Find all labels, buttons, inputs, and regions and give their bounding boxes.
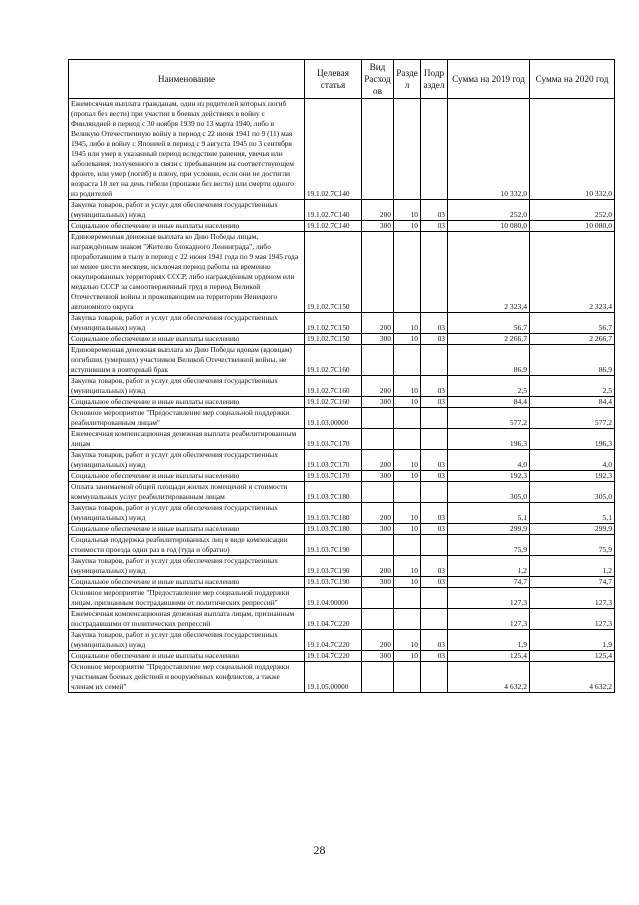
cell-sum-2020: 1,9 [530,630,615,651]
cell-target: 19.1.05.00000 [305,662,362,693]
cell-sum-2020: 4,0 [530,450,615,471]
cell-kind: 300 [362,577,394,588]
cell-name: Социальная поддержка реабилитированных лиц в виде компенсации стоимости проезда один раз в год (туда и обратно) [69,535,305,556]
cell-kind: 300 [362,334,394,345]
cell-kind [362,662,394,693]
cell-kind: 200 [362,503,394,524]
cell-section: 10 [394,524,421,535]
cell-subsection [421,345,448,376]
cell-kind [362,482,394,503]
cell-section: 10 [394,397,421,408]
cell-sum-2019: 192,3 [448,471,530,482]
cell-subsection: 03 [421,577,448,588]
cell-section [394,588,421,609]
cell-kind [362,232,394,313]
cell-target: 19.1.02.7С140 [305,221,362,232]
cell-section [394,99,421,200]
cell-sum-2019: 56,7 [448,313,530,334]
cell-subsection: 03 [421,397,448,408]
header-kind: Вид Расход ов [362,60,394,99]
cell-kind [362,345,394,376]
table-row [69,471,615,482]
cell-name: Основное мероприятие "Предоставление мер социальной поддержки реабилитированным лицам" [69,408,305,429]
cell-section: 10 [394,556,421,577]
cell-target: 19.1.03.7С170 [305,471,362,482]
cell-subsection: 03 [421,651,448,662]
cell-target: 19.1.03.7С190 [305,556,362,577]
cell-section: 10 [394,313,421,334]
cell-sum-2019: 86,9 [448,345,530,376]
cell-target: 19.1.02.7С160 [305,397,362,408]
cell-section [394,482,421,503]
cell-subsection [421,482,448,503]
cell-kind [362,408,394,429]
cell-subsection [421,609,448,630]
cell-sum-2020: 74,7 [530,577,615,588]
cell-kind: 300 [362,524,394,535]
cell-sum-2019: 2 266,7 [448,334,530,345]
table-row [69,524,615,535]
cell-target: 19.1.02.7С160 [305,376,362,397]
table-row [69,630,615,651]
cell-section: 10 [394,651,421,662]
table-row [69,221,615,232]
cell-target: 19.1.03.7С180 [305,482,362,503]
cell-sum-2020: 2,5 [530,376,615,397]
cell-sum-2019: 127,3 [448,588,530,609]
table-header [69,60,615,99]
cell-section: 10 [394,503,421,524]
table-row [69,651,615,662]
cell-name: Закупка товаров, работ и услуг для обеспечения государственных (муниципальных) нужд [69,200,305,221]
cell-name: Закупка товаров, работ и услуг для обеспечения государственных (муниципальных) нужд [69,630,305,651]
cell-kind [362,429,394,450]
table-row [69,450,615,471]
cell-subsection: 03 [421,630,448,651]
header-target: Целевая статья [305,60,362,99]
cell-target: 19.1.04.00000 [305,588,362,609]
cell-kind [362,535,394,556]
cell-section: 10 [394,471,421,482]
cell-name: Социальное обеспечение и иные выплаты населению [69,577,305,588]
cell-sum-2019: 10 332,0 [448,99,530,200]
cell-subsection [421,588,448,609]
table-row [69,609,615,630]
table-row [69,313,615,334]
cell-sum-2019: 2 323,4 [448,232,530,313]
cell-subsection: 03 [421,313,448,334]
cell-sum-2019: 74,7 [448,577,530,588]
cell-subsection: 03 [421,556,448,577]
cell-sum-2020: 75,9 [530,535,615,556]
table-row [69,588,615,609]
table-row [69,535,615,556]
cell-kind: 200 [362,450,394,471]
cell-sum-2020: 299,9 [530,524,615,535]
cell-sum-2020: 305,0 [530,482,615,503]
cell-subsection [421,408,448,429]
cell-name: Основное мероприятие "Предоставление мер социальной поддержки лицам, признанным пострадавшими от политических репрессий" [69,588,305,609]
cell-sum-2020: 252,0 [530,200,615,221]
cell-kind: 300 [362,221,394,232]
cell-section: 10 [394,450,421,471]
cell-sum-2020: 127,3 [530,609,615,630]
cell-target: 19.1.03.7С170 [305,450,362,471]
cell-name: Социальное обеспечение и иные выплаты населению [69,651,305,662]
cell-section [394,609,421,630]
cell-section: 10 [394,577,421,588]
cell-target: 19.1.04.7С220 [305,651,362,662]
table-row [69,662,615,693]
cell-subsection: 03 [421,221,448,232]
cell-kind: 200 [362,630,394,651]
cell-section [394,429,421,450]
cell-sum-2019: 4,0 [448,450,530,471]
table-row [69,200,615,221]
cell-subsection: 03 [421,503,448,524]
cell-sum-2020: 2 266,7 [530,334,615,345]
cell-name: Ежемесячная выплата гражданам, один из родителей которых погиб (пропал без вести) при участии в боевых действиях в войну с Финляндией в период с 30 ноября 1939 по 13 марта 1940, либо в Великую Отечественную войну в период с 22 июня 1941 по 9 (11) мая 1945, либо в войну с Японией в период с 9 августа 1945 по 3 сентября 1945 или умер в указанный период вследствие ранения, увечья или заболевания, полученного в связи с пребыванием на соответствующем фронте, или умер (погиб) в плену, при условии, если они не достигли возраста 18 лет на день гибели (пропажи без вести) или смерти одного из родителей [69,99,305,200]
header-sum-2020: Сумма на 2020 год [530,60,615,99]
cell-target: 19.1.03.7С190 [305,577,362,588]
cell-subsection [421,429,448,450]
cell-subsection [421,99,448,200]
cell-target: 19.1.02.7С150 [305,232,362,313]
cell-name: Единовременная денежная выплата ко Дню Победы вдовам (вдовцам) погибших (умерших) участников Великой Отечественной войны, не вступившим в повторный брак [69,345,305,376]
cell-sum-2020: 125,4 [530,651,615,662]
cell-sum-2019: 10 080,0 [448,221,530,232]
cell-sum-2020: 5,1 [530,503,615,524]
cell-subsection: 03 [421,200,448,221]
cell-sum-2020: 127,3 [530,588,615,609]
cell-kind: 300 [362,397,394,408]
table-row [69,482,615,503]
cell-name: Ежемесячная компенсационная денежная выплата лицам, признанным пострадавшими от политических репрессий [69,609,305,630]
cell-subsection: 03 [421,450,448,471]
table-row [69,577,615,588]
cell-sum-2020: 1,2 [530,556,615,577]
cell-subsection [421,232,448,313]
cell-name: Социальное обеспечение и иные выплаты населению [69,397,305,408]
cell-subsection: 03 [421,376,448,397]
cell-name: Закупка товаров, работ и услуг для обеспечения государственных (муниципальных) нужд [69,313,305,334]
header-sum-2019: Сумма на 2019 год [448,60,530,99]
header-row [69,60,615,99]
cell-name: Социальное обеспечение и иные выплаты населению [69,221,305,232]
cell-subsection: 03 [421,334,448,345]
cell-sum-2020: 10 332,0 [530,99,615,200]
cell-target: 19.1.04.7С220 [305,609,362,630]
cell-target: 19.1.02.7С140 [305,99,362,200]
cell-sum-2020: 2 323,4 [530,232,615,313]
cell-section: 10 [394,630,421,651]
cell-section: 10 [394,221,421,232]
cell-sum-2019: 5,1 [448,503,530,524]
cell-target: 19.1.02.7С150 [305,334,362,345]
cell-kind: 300 [362,471,394,482]
cell-sum-2019: 252,0 [448,200,530,221]
cell-target: 19.1.02.7С150 [305,313,362,334]
cell-sum-2019: 2,5 [448,376,530,397]
cell-target: 19.1.03.7С170 [305,429,362,450]
cell-name: Социальное обеспечение и иные выплаты населению [69,334,305,345]
cell-kind: 200 [362,556,394,577]
cell-name: Закупка товаров, работ и услуг для обеспечения государственных (муниципальных) нужд [69,556,305,577]
page-number: 28 [313,843,326,857]
cell-sum-2019: 1,9 [448,630,530,651]
cell-sum-2019: 1,2 [448,556,530,577]
header-name: Наименование [69,60,305,99]
cell-kind: 200 [362,313,394,334]
cell-subsection [421,535,448,556]
cell-target: 19.1.03.7С180 [305,503,362,524]
cell-kind [362,588,394,609]
cell-subsection [421,662,448,693]
table-row [69,99,615,200]
cell-section: 10 [394,334,421,345]
cell-sum-2020: 10 080,0 [530,221,615,232]
table-row [69,503,615,524]
cell-sum-2019: 577,2 [448,408,530,429]
table-row [69,408,615,429]
cell-section [394,345,421,376]
cell-subsection: 03 [421,524,448,535]
cell-section [394,662,421,693]
table-body [69,99,615,693]
cell-sum-2019: 305,0 [448,482,530,503]
table-row [69,345,615,376]
cell-sum-2020: 56,7 [530,313,615,334]
cell-name: Социальное обеспечение и иные выплаты населению [69,524,305,535]
cell-sum-2020: 196,3 [530,429,615,450]
cell-sum-2019: 125,4 [448,651,530,662]
table-row [69,232,615,313]
cell-sum-2019: 299,9 [448,524,530,535]
cell-name: Единовременная денежная выплата ко Дню Победы лицам, награждённым знаком "Жителю блокадного Ленинграда", либо проработавшим в тылу в период с 22 июня 1941 года по 9 мая 1945 года не менее шести месяцев, исключая период работы на временно оккупированных территориях СССР, либо награждённым орденом или медалью СССР за самоотверженный труд в период Великой Отечественной войны и проживающим на территории Ненецкого автономного округа [69,232,305,313]
cell-name: Закупка товаров, работ и услуг для обеспечения государственных (муниципальных) нужд [69,376,305,397]
cell-kind: 200 [362,376,394,397]
cell-kind: 300 [362,651,394,662]
cell-sum-2020: 86,9 [530,345,615,376]
table-row [69,429,615,450]
cell-name: Оплата занимаемой общей площади жилых помещений и стоимости коммунальных услуг реабилитированным лицам [69,482,305,503]
cell-name: Закупка товаров, работ и услуг для обеспечения государственных (муниципальных) нужд [69,503,305,524]
cell-sum-2019: 84,4 [448,397,530,408]
cell-sum-2020: 84,4 [530,397,615,408]
cell-sum-2020: 192,3 [530,471,615,482]
cell-subsection: 03 [421,471,448,482]
header-subsection: Подр аздел [421,60,448,99]
table-row [69,397,615,408]
cell-target: 19.1.03.7С180 [305,524,362,535]
cell-name: Социальное обеспечение и иные выплаты населению [69,471,305,482]
cell-sum-2020: 577,2 [530,408,615,429]
cell-sum-2019: 196,3 [448,429,530,450]
cell-section [394,232,421,313]
cell-section [394,408,421,429]
cell-target: 19.1.02.7С140 [305,200,362,221]
cell-section: 10 [394,200,421,221]
cell-name: Основное мероприятие "Предоставление мер социальной поддержки участникам боевых действий и вооружённых конфликтов, а также членам их семей" [69,662,305,693]
cell-target: 19.1.03.7С190 [305,535,362,556]
table-row [69,556,615,577]
header-section: Разде л [394,60,421,99]
cell-kind: 200 [362,200,394,221]
cell-sum-2019: 127,3 [448,609,530,630]
budget-table [68,59,615,693]
table-row [69,376,615,397]
cell-section [394,535,421,556]
cell-name: Закупка товаров, работ и услуг для обеспечения государственных (муниципальных) нужд [69,450,305,471]
table-row [69,334,615,345]
cell-kind [362,609,394,630]
cell-target: 19.1.03.00000 [305,408,362,429]
cell-target: 19.1.04.7С220 [305,630,362,651]
cell-name: Ежемесячная компенсационная денежная выплата реабилитированным лицам [69,429,305,450]
cell-section: 10 [394,376,421,397]
cell-kind [362,99,394,200]
cell-target: 19.1.02.7С160 [305,345,362,376]
cell-sum-2019: 4 632,2 [448,662,530,693]
cell-sum-2020: 4 632,2 [530,662,615,693]
cell-sum-2019: 75,9 [448,535,530,556]
